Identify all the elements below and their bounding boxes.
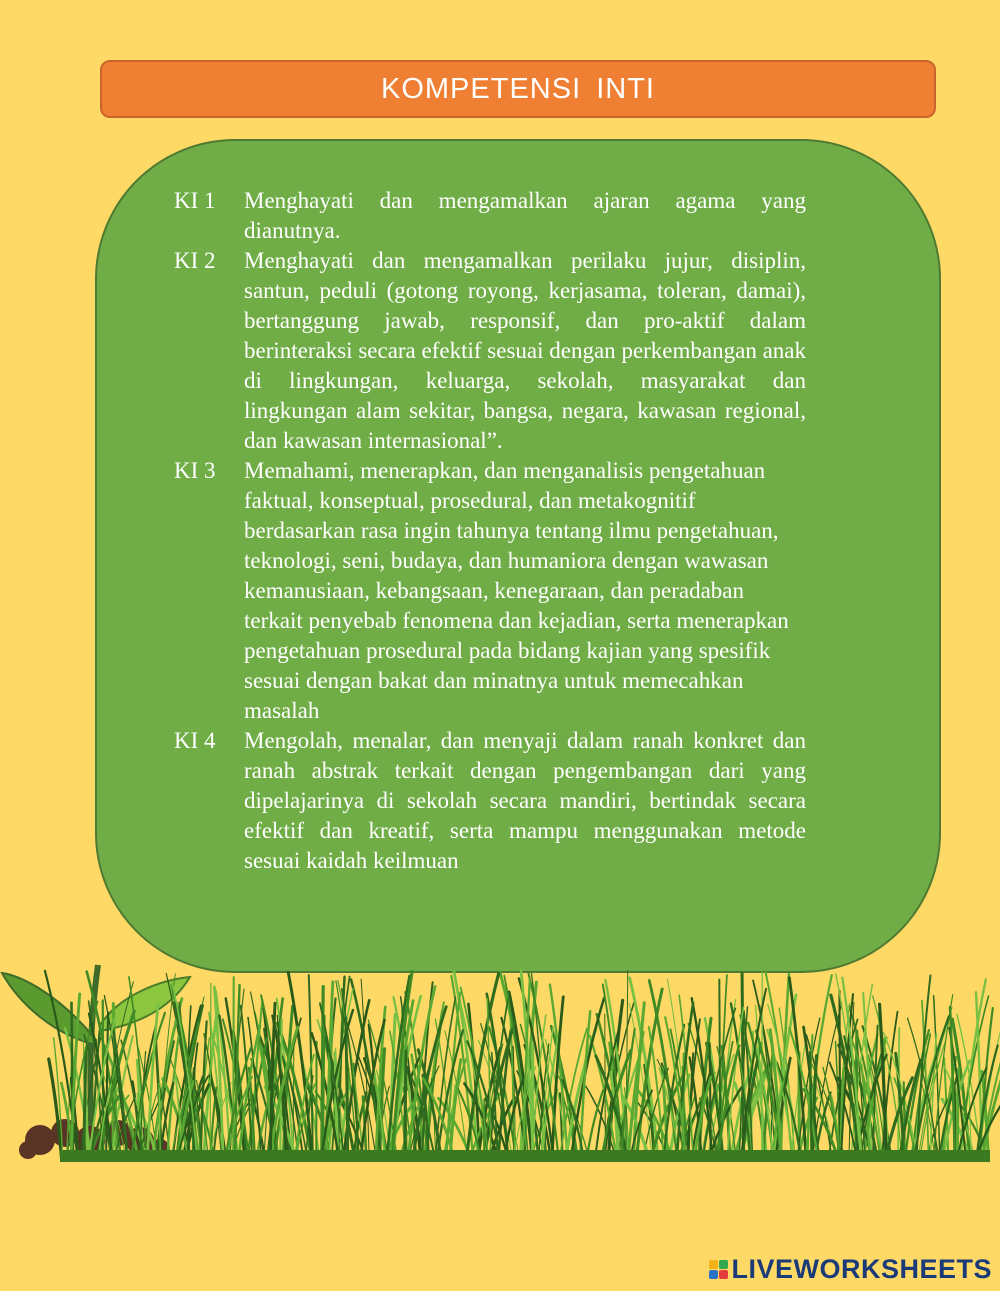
ki-text: Menghayati dan mengamalkan perilaku jujur, disiplin, santun, peduli (gotong royong, kerjasama, toleran, damai), bertanggung jawab, responsif, dan pro-aktif dalam berinteraksi secara efektif sesuai dengan perkembangan anak di lingkungan, keluarga, sekolah, masyarakat dan lingkungan alam sekitar, bangsa, negara, kawasan regional, dan kawasan internasional”. (244, 248, 806, 453)
ki-text: Mengolah, menalar, dan menyaji dalam ranah konkret dan ranah abstrak terkait dengan pengembangan dari yang dipelajarinya di sekolah secara mandiri, bertindak secara efektif dan kreatif, serta mampu menggunakan metode sesuai kaidah keilmuan (244, 728, 806, 873)
ki-code: KI 1 (174, 188, 216, 213)
ki-code: KI 4 (174, 728, 216, 753)
ki-code: KI 2 (174, 248, 216, 273)
ki-item (174, 726, 806, 876)
ki-item (174, 186, 806, 246)
page-title: KOMPETENSI INTI (381, 72, 655, 105)
liveworksheets-logo (709, 1254, 992, 1284)
grass-plant-illustration (0, 945, 1000, 1170)
ki-list (174, 186, 806, 876)
ki-code: KI 3 (174, 458, 216, 483)
ki-item (174, 456, 806, 726)
liveworksheets-icon (709, 1260, 728, 1279)
ki-text: Menghayati dan mengamalkan ajaran agama yang dianutnya. (244, 188, 806, 243)
ki-text: Memahami, menerapkan, dan menganalisis pengetahuan faktual, konseptual, prosedural, dan metakognitif berdasarkan rasa ingin tahunya tentang ilmu pengetahuan, teknologi, seni, budaya, dan humaniora dengan wawasan kemanusiaan, kebangsaan, kenegaraan, dan peradaban terkait penyebab fenomena dan kejadian, serta menerapkan pengetahuan prosedural pada bidang kajian yang spesifik sesuai dengan bakat dan minatnya untuk memecahkan masalah (244, 458, 789, 723)
ki-item (174, 246, 806, 456)
title-banner (100, 60, 936, 118)
brand-name: LIVEWORKSHEETS (731, 1253, 992, 1284)
